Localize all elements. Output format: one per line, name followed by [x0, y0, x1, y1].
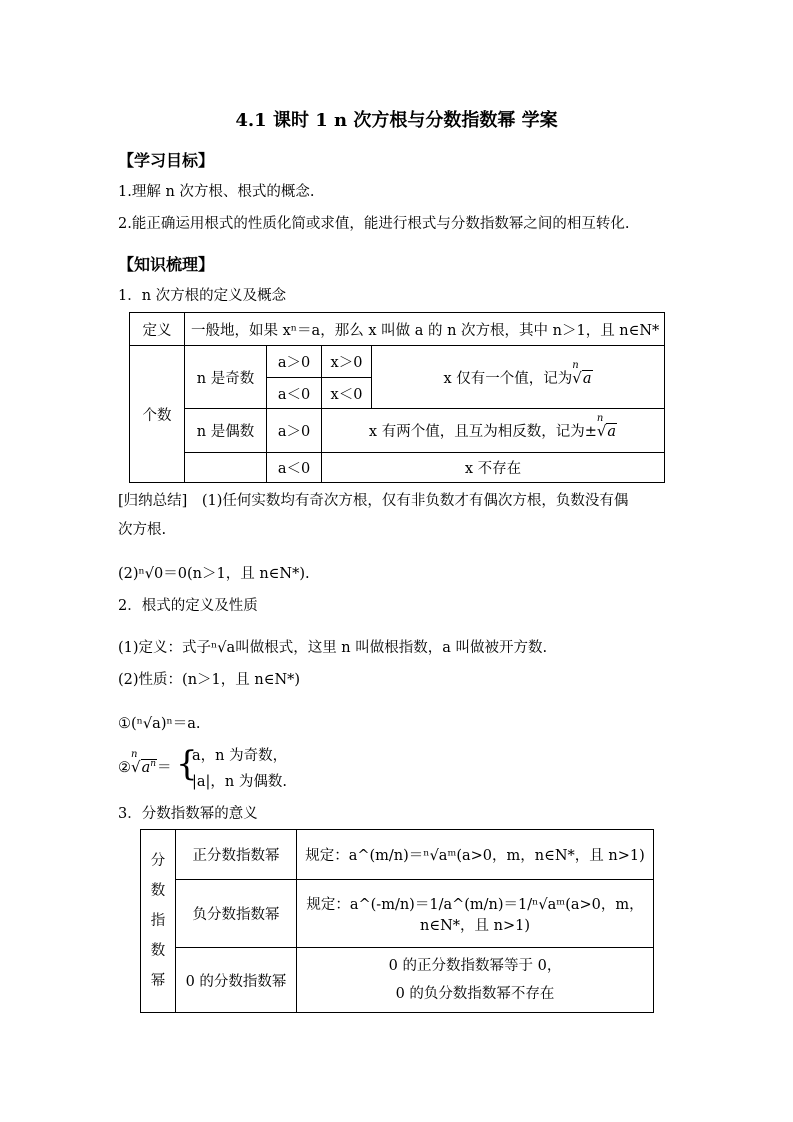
- zero-rule: 0 的正分数指数幂等于 0， 0 的负分数指数幂不存在: [297, 948, 654, 1013]
- section-goals: 【学习目标】: [118, 151, 215, 170]
- a-pos: a＞0: [267, 346, 322, 378]
- item-1-heading: 1．n 次方根的定义及概念: [118, 288, 287, 304]
- item-3-heading: 3．分数指数幂的意义: [118, 806, 258, 822]
- odd-label: n 是奇数: [185, 346, 267, 409]
- goal-2: 2.能正确运用根式的性质化简或求值，能进行根式与分数指数幂之间的相互转化.: [118, 216, 630, 232]
- property: (2)性质：(n＞1，且 n∈N*): [118, 672, 301, 688]
- empty-cell: [185, 453, 267, 483]
- pos-rule: 规定：a^(m/n)＝ⁿ√aᵐ(a>0，m，n∈N*，且 n>1): [297, 830, 654, 880]
- property-2: ② n $√a^n=$: [118, 749, 172, 776]
- section-knowledge: 【知识梳理】: [118, 255, 215, 274]
- count-label: 个数: [130, 346, 185, 483]
- odd-result: x 仅有一个值，记为 n √a: [372, 346, 665, 409]
- summary-1: [归纳总结] (1)任何实数均有奇次方根，仅有非负数才有偶次方根，负数没有偶: [118, 493, 629, 509]
- def-label: 定义: [130, 313, 185, 346]
- neg-label: 负分数指数幂: [176, 880, 297, 948]
- a-neg-2: a＜0: [267, 453, 322, 483]
- page-title: 4.1 课时 1 n 次方根与分数指数幂 学案: [235, 110, 558, 131]
- item-2-heading: 2．根式的定义及性质: [118, 598, 258, 614]
- pos-label: 正分数指数幂: [176, 830, 297, 880]
- nth-root-icon: n √a: [572, 359, 592, 387]
- zero-label: 0 的分数指数幂: [176, 948, 297, 1013]
- nth-root-icon: n √a: [596, 413, 617, 440]
- nth-root-icon: n $√a^n$: [131, 749, 157, 776]
- summary-2: (2)ⁿ√0＝0(n＞1，且 n∈N*).: [118, 566, 310, 582]
- x-pos: x＞0: [322, 346, 372, 378]
- side-label: 分 数 指 数 幂: [141, 830, 176, 1013]
- def-text: 一般地，如果 xⁿ＝a，那么 x 叫做 a 的 n 次方根，其中 n＞1，且 n∈N*: [185, 313, 665, 346]
- property-2-even: |a|，n 为偶数.: [192, 774, 287, 790]
- a-neg: a＜0: [267, 378, 322, 409]
- goal-1: 1.理解 n 次方根、根式的概念.: [118, 184, 315, 200]
- x-neg: x＜0: [322, 378, 372, 409]
- property-2-odd: a，n 为奇数，: [192, 748, 288, 764]
- neg-rule: 规定：a^(-m/n)＝1/a^(m/n)＝1/ⁿ√aᵐ(a>0，m，n∈N*，且 n>1): [297, 880, 654, 948]
- nth-root-table: [129, 312, 665, 483]
- even-label: n 是偶数: [185, 409, 267, 453]
- even-result: x 有两个值，且互为相反数，记为± n √a: [322, 409, 665, 453]
- a-pos-2: a＞0: [267, 409, 322, 453]
- none-result: x 不存在: [322, 453, 665, 483]
- summary-1b: 次方根.: [118, 522, 167, 538]
- fraction-exponent-table: [140, 829, 654, 1013]
- property-1: ①(ⁿ√a)ⁿ＝a.: [118, 716, 201, 732]
- def-2: (1)定义：式子ⁿ√a叫做根式，这里 n 叫做根指数，a 叫做被开方数.: [118, 640, 548, 656]
- brace-icon: {: [176, 744, 198, 784]
